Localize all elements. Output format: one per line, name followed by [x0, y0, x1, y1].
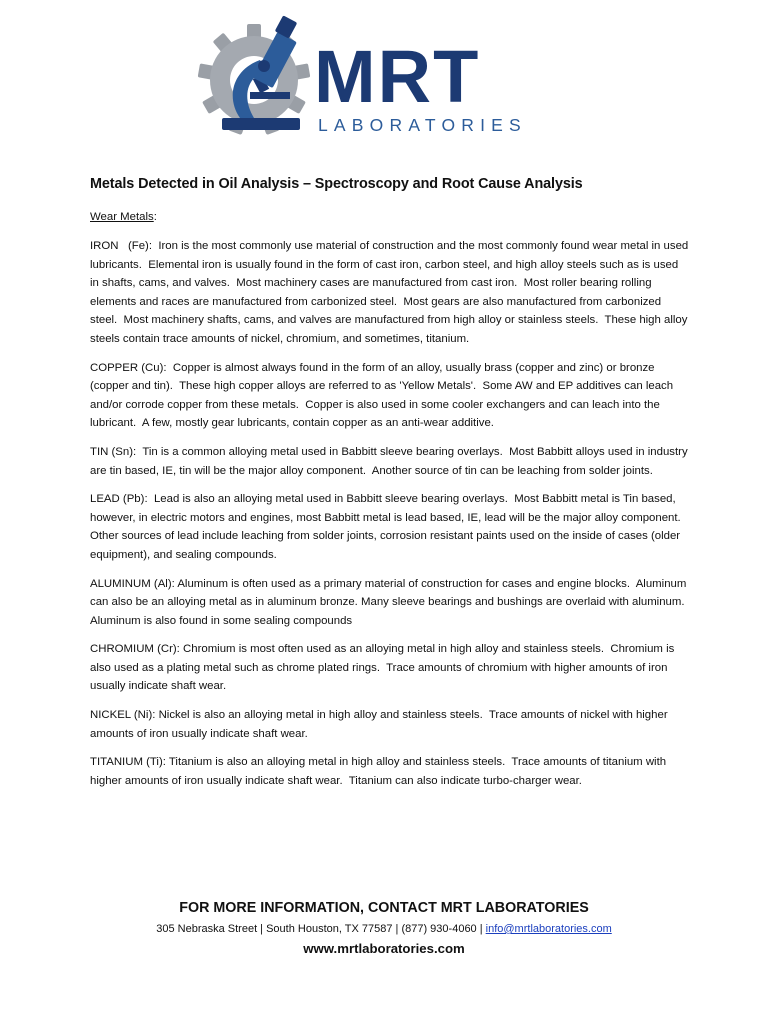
- paragraph-lead: [90, 490, 690, 564]
- contact-footer: [0, 898, 768, 958]
- paragraph-label: ALUMINUM (Al):: [90, 577, 175, 590]
- paragraph-label: COPPER (Cu):: [90, 361, 167, 374]
- section-heading-suffix: :: [153, 211, 157, 223]
- paragraph-iron: [90, 237, 690, 349]
- paragraph-label: TIN (Sn):: [90, 445, 137, 458]
- footer-address: 305 Nebraska Street | South Houston, TX 77587 | (877) 930-4060 |: [156, 923, 486, 935]
- company-logo: [196, 14, 527, 142]
- section-heading: [90, 211, 157, 223]
- paragraph-text: Titanium is also an alloying metal in high alloy and stainless steels. Trace amounts of titanium with higher amounts of iron usually indicate shaft wear. Titanium can also indicate turbo-charger wear.: [90, 756, 667, 787]
- paragraph-nickel: [90, 706, 690, 743]
- paragraph-text: Lead is also an alloying metal used in Babbitt sleeve bearing overlays. Most Babbitt metal is Tin based, however, in electric motors and engines, most Babbitt metal is lead based, IE, lead will be the major alloy component. Other sources of lead include leaching from solder joints, corrosion resistant paints used on the inside of cases (older equipment), and sealing compounds.: [90, 493, 684, 561]
- paragraph-tin: [90, 443, 690, 480]
- paragraph-label: NICKEL (Ni):: [90, 709, 156, 722]
- gear-microscope-icon: [196, 14, 527, 142]
- paragraph-label: TITANIUM (Ti):: [90, 756, 166, 769]
- paragraph-copper: [90, 359, 690, 433]
- paragraph-aluminum: [90, 575, 690, 631]
- paragraph-text: Aluminum is often used as a primary material of construction for cases and engine blocks. Aluminum can also be an alloying metal as in aluminum bronze. Many sleeve bearings and bushings are overlaid with aluminum. Aluminum is also found in some sealing compounds: [90, 577, 688, 627]
- paragraph-titanium: [90, 753, 690, 790]
- paragraph-text: Chromium is most often used as an alloying metal in high alloy and stainless steels. Chromium is also used as a plating metal such as chrome plated rings. Trace amounts of chromium with higher amounts of iron usually indicate shaft wear.: [90, 643, 675, 693]
- paragraph-label: IRON (Fe):: [90, 240, 153, 252]
- email-link[interactable]: info@mrtlaboratories.com: [485, 923, 612, 935]
- section-heading-text: Wear Metals: [90, 211, 154, 223]
- logo-wordmark: MRT: [314, 35, 481, 118]
- website-text: www.mrtlaboratories.com: [303, 941, 465, 956]
- paragraph-chromium: [90, 640, 690, 696]
- paragraph-text: Nickel is also an alloying metal in high alloy and stainless steels. Trace amounts of nickel with higher amounts of iron usually indicate shaft wear.: [90, 709, 668, 740]
- document-body: [90, 237, 690, 800]
- paragraph-label: CHROMIUM (Cr):: [90, 643, 180, 656]
- paragraph-text: Copper is almost always found in the form of an alloy, usually brass (copper and zinc) or bronze (copper and tin). These high copper alloys are referred to as 'Yellow Metals'. Some AW and EP additives can leach and/or corrode copper from these metals. Copper is also used in some cooler exchangers and can leach into the lubricant. A few, mostly gear lubricants, contain copper as an anti-wear additive.: [90, 361, 674, 430]
- footer-heading: FOR MORE INFORMATION, CONTACT MRT LABORATORIES: [179, 900, 589, 916]
- logo-subtext: LABORATORIES: [318, 115, 527, 135]
- paragraph-label: LEAD (Pb):: [90, 493, 148, 506]
- footer-address-line: [0, 921, 768, 937]
- document-title: Metals Detected in Oil Analysis – Spectroscopy and Root Cause Analysis: [90, 176, 583, 192]
- paragraph-text: Tin is a common alloying metal used in Babbitt sleeve bearing overlays. Most Babbitt alloys used in industry are tin based, IE, tin will be the major alloy component. Another source of tin can be leaching from solder joints.: [90, 445, 688, 477]
- paragraph-text: Iron is the most commonly use material of construction and the most commonly found wear metal in used lubricants. Elemental iron is usually found in the form of cast iron, carbon steel, and high alloy steels such as is used in shafts, cams, and valves. Most machinery cases are manufactured from cast iron. Most roller bearing rolling elements and races are manufactured from carbonized steel. Most gears are also manufactured from carbonized steel. Most machinery shafts, cams, and valves are manufactured from high alloy or stainless steels. These high alloy steels contain trace amounts of nickel, chromium, and sometimes, titanium.: [90, 240, 689, 345]
